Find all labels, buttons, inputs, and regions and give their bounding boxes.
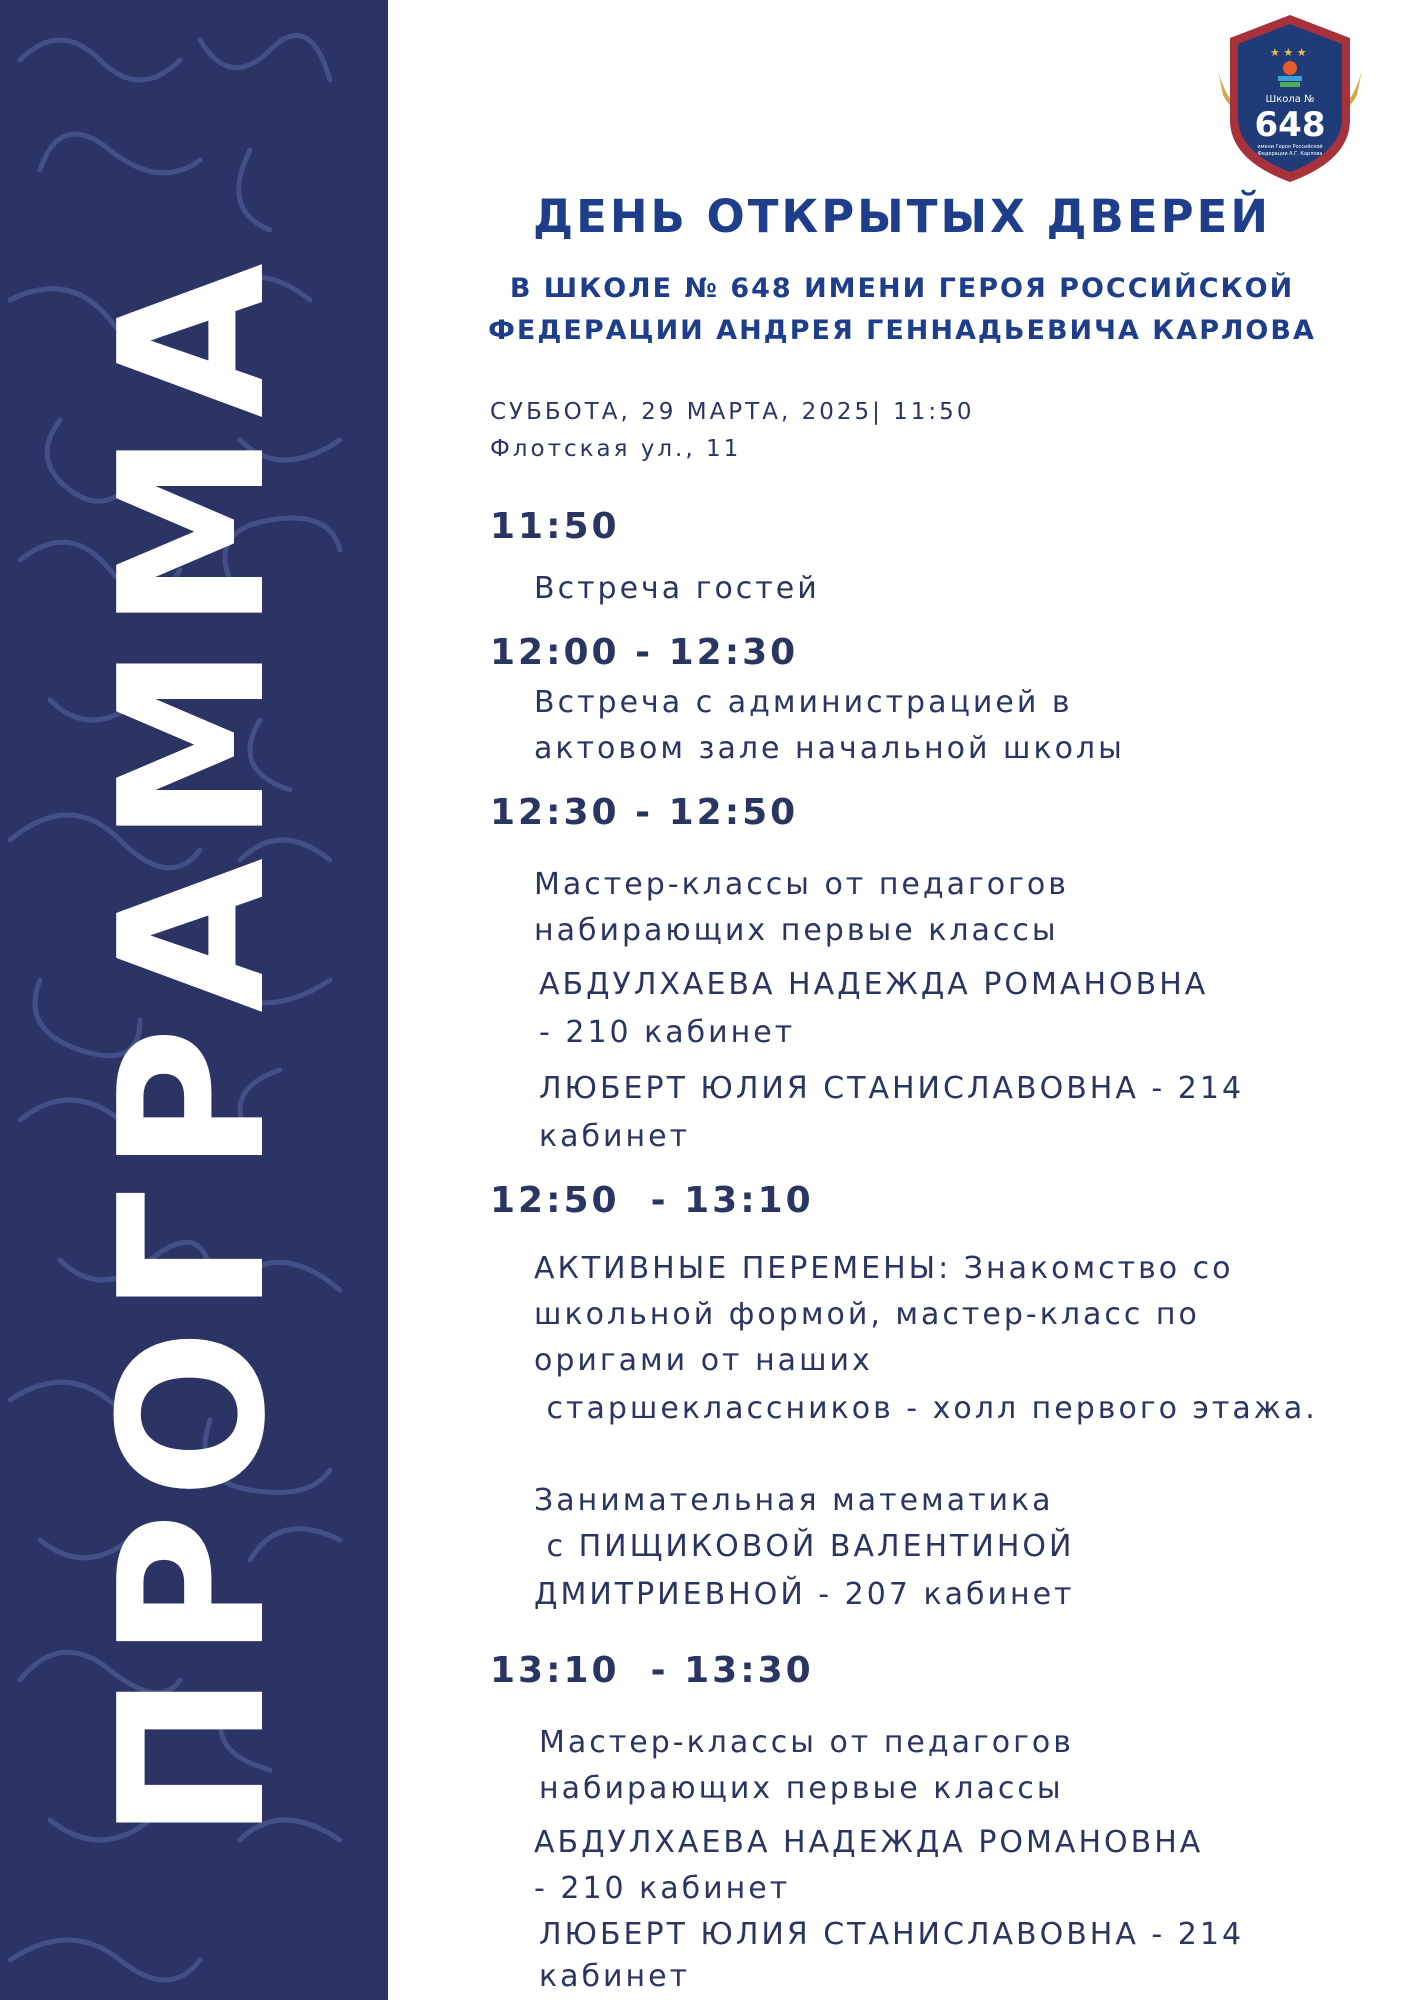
- schedule-time: 12:00 - 12:30: [490, 632, 799, 673]
- event-address: Флотская ул., 11: [490, 436, 742, 462]
- teacher-room: - 210 кабинет: [539, 1015, 796, 1050]
- schedule-item-text: Встреча гостей: [534, 571, 820, 606]
- schedule-item-text: ДМИТРИЕВНОЙ - 207 кабинет: [534, 1577, 1075, 1612]
- teacher-name: АБДУЛХАЕВА НАДЕЖДА РОМАНОВНА: [539, 967, 1209, 1002]
- teacher-name: ЛЮБЕРТ ЮЛИЯ СТАНИСЛАВОВНА - 214: [539, 1917, 1245, 1952]
- logo-caption-2: Федерации А.Г. Карлова: [1257, 151, 1323, 157]
- teacher-room: - 210 кабинет: [534, 1871, 791, 1906]
- schedule-item-text: Мастер-классы от педагогов: [534, 867, 1069, 902]
- schedule-item-text: набирающих первые классы: [534, 913, 1059, 948]
- schedule-item-text: Занимательная математика: [534, 1483, 1054, 1518]
- page-title: ДЕНЬ ОТКРЫТЫХ ДВЕРЕЙ: [533, 190, 1271, 243]
- sidebar-panel: [0, 0, 388, 2000]
- school-logo: [1210, 10, 1370, 190]
- schedule-time: 12:30 - 12:50: [490, 792, 799, 833]
- svg-text:★ ★ ★: ★ ★ ★: [1270, 46, 1307, 59]
- schedule-item-text: оригами от наших: [534, 1343, 873, 1378]
- teacher-name: ЛЮБЕРТ ЮЛИЯ СТАНИСЛАВОВНА - 214: [539, 1071, 1245, 1106]
- logo-school-label: Школа №: [1265, 94, 1315, 105]
- vertical-program-title: ПРОГРАММА: [77, 249, 310, 1841]
- logo-number: 648: [1254, 105, 1326, 145]
- schedule-time: 12:50 - 13:10: [490, 1180, 814, 1221]
- schedule-item-text: школьной формой, мастер-класс по: [534, 1297, 1200, 1332]
- schedule-item-text: набирающих первые классы: [539, 1771, 1064, 1806]
- schedule-item-text: Встреча с администрацией в: [534, 685, 1073, 720]
- subtitle-line-2: ФЕДЕРАЦИИ АНДРЕЯ ГЕННАДЬЕВИЧА КАРЛОВА: [488, 315, 1316, 346]
- teacher-room: кабинет: [539, 1119, 691, 1154]
- schedule-time: 13:10 - 13:30: [490, 1650, 814, 1691]
- teacher-name: АБДУЛХАЕВА НАДЕЖДА РОМАНОВНА: [534, 1825, 1204, 1860]
- schedule-item-text: актовом зале начальной школы: [534, 731, 1125, 766]
- subtitle-line-1: В ШКОЛЕ № 648 ИМЕНИ ГЕРОЯ РОССИЙСКОЙ: [509, 273, 1295, 304]
- schedule-item-text: Мастер-классы от педагогов: [539, 1725, 1074, 1760]
- schedule-item-text: старшеклассников - холл первого этажа.: [534, 1391, 1318, 1426]
- schedule-item-text: АКТИВНЫЕ ПЕРЕМЕНЫ: Знакомство со: [534, 1251, 1234, 1286]
- event-meta: [490, 394, 974, 468]
- logo-caption-1: имени Героя Российской: [1257, 144, 1323, 150]
- schedule-item-text: с ПИЩИКОВОЙ ВАЛЕНТИНОЙ: [534, 1529, 1075, 1564]
- page-subtitle: [390, 268, 1414, 352]
- schedule-time: 11:50: [490, 506, 620, 547]
- teacher-room: кабинет: [539, 1959, 691, 1994]
- event-date: СУББОТА, 29 МАРТА, 2025| 11:50: [490, 399, 975, 425]
